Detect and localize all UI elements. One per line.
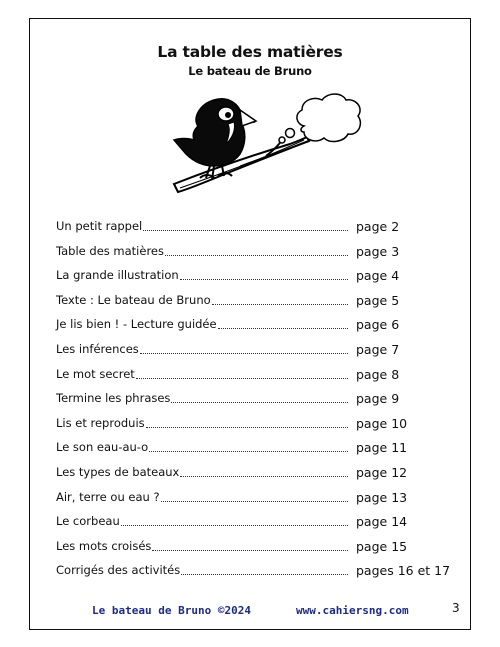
page-number: 3	[452, 601, 460, 615]
toc-entry-label: Les inférences	[56, 342, 139, 356]
toc-leader-dots	[140, 353, 348, 354]
toc-entry	[56, 563, 456, 581]
toc-entry-label: Le corbeau	[56, 514, 120, 529]
toc-entry-label: Lis et reproduis	[56, 415, 145, 430]
toc-entry-label: Le mot secret	[56, 366, 135, 381]
toc-entry-page: page 5	[356, 292, 400, 308]
footer-book-title: Le bateau de Bruno ©2024	[92, 604, 251, 617]
toc-leader-dots	[171, 402, 348, 403]
toc-leader-dots	[212, 304, 348, 305]
toc-leader-dots	[161, 501, 348, 502]
toc-entry-page: page 9	[356, 391, 400, 407]
crow-illustration	[170, 88, 365, 198]
toc-entry	[56, 465, 456, 483]
thought-cloud-icon	[279, 94, 360, 143]
toc-entry	[56, 391, 456, 409]
toc-entry	[56, 514, 456, 532]
toc-leader-dots	[180, 476, 348, 477]
toc-entry	[56, 293, 456, 311]
toc-entry-label: La grande illustration	[56, 268, 179, 283]
toc-entry	[56, 539, 456, 557]
page-title: La table des matières	[157, 43, 343, 61]
toc-leader-dots	[165, 255, 348, 256]
toc-entry-label: Texte : Le bateau de Bruno	[56, 292, 211, 307]
toc-leader-dots	[146, 427, 348, 428]
toc-entry-page: page 8	[356, 366, 400, 382]
toc-entry-label: Termine les phrases	[56, 391, 171, 406]
toc-entry-page: page 10	[356, 415, 408, 431]
toc-leader-dots	[136, 378, 348, 379]
toc-entry-page: page 6	[356, 317, 400, 333]
footer-website: www.cahiersng.com	[296, 604, 409, 617]
toc-entry	[56, 342, 456, 360]
toc-leader-dots	[143, 230, 348, 231]
toc-entry-page: page 3	[356, 243, 400, 259]
toc-entry-page: page 2	[356, 219, 400, 234]
toc-leader-dots	[121, 525, 348, 526]
toc-entry-page: page 4	[356, 268, 400, 284]
toc-entry-page: page 12	[356, 465, 408, 480]
page-subtitle: Le bateau de Bruno	[188, 64, 312, 78]
toc-entry-page: pages 16 et 17	[356, 563, 451, 579]
toc-leader-dots	[180, 279, 348, 280]
toc-entry	[56, 268, 456, 286]
toc-entry-label: Les types de bateaux	[56, 465, 180, 479]
toc-leader-dots	[152, 550, 348, 551]
toc-entry-label: Je lis bien ! - Lecture guidée	[56, 317, 217, 332]
toc-entry-page: page 14	[356, 514, 408, 530]
toc-entry-label: Table des matières	[56, 243, 164, 258]
toc-entry-page: page 13	[356, 489, 408, 505]
toc-entry-label: Air, terre ou eau ?	[56, 489, 160, 504]
toc-entry	[56, 367, 456, 385]
toc-entry	[56, 440, 456, 458]
toc-entry-label: Le son eau-au-o	[56, 440, 149, 455]
toc-entry	[56, 219, 456, 237]
toc-entry	[56, 317, 456, 335]
toc-entry	[56, 490, 456, 508]
toc-entry-page: page 7	[356, 342, 400, 357]
toc-leader-dots	[181, 574, 348, 575]
toc-entry-label: Un petit rappel	[56, 219, 143, 233]
toc-entry	[56, 244, 456, 262]
toc-entry-page: page 11	[356, 440, 408, 456]
toc-entry-label: Corrigés des activités	[56, 563, 181, 578]
toc-leader-dots	[149, 451, 348, 452]
toc-entry	[56, 416, 456, 434]
toc-leader-dots	[218, 328, 348, 329]
toc-entry-page: page 15	[356, 538, 408, 554]
toc-entry-label: Les mots croisés	[56, 538, 152, 553]
